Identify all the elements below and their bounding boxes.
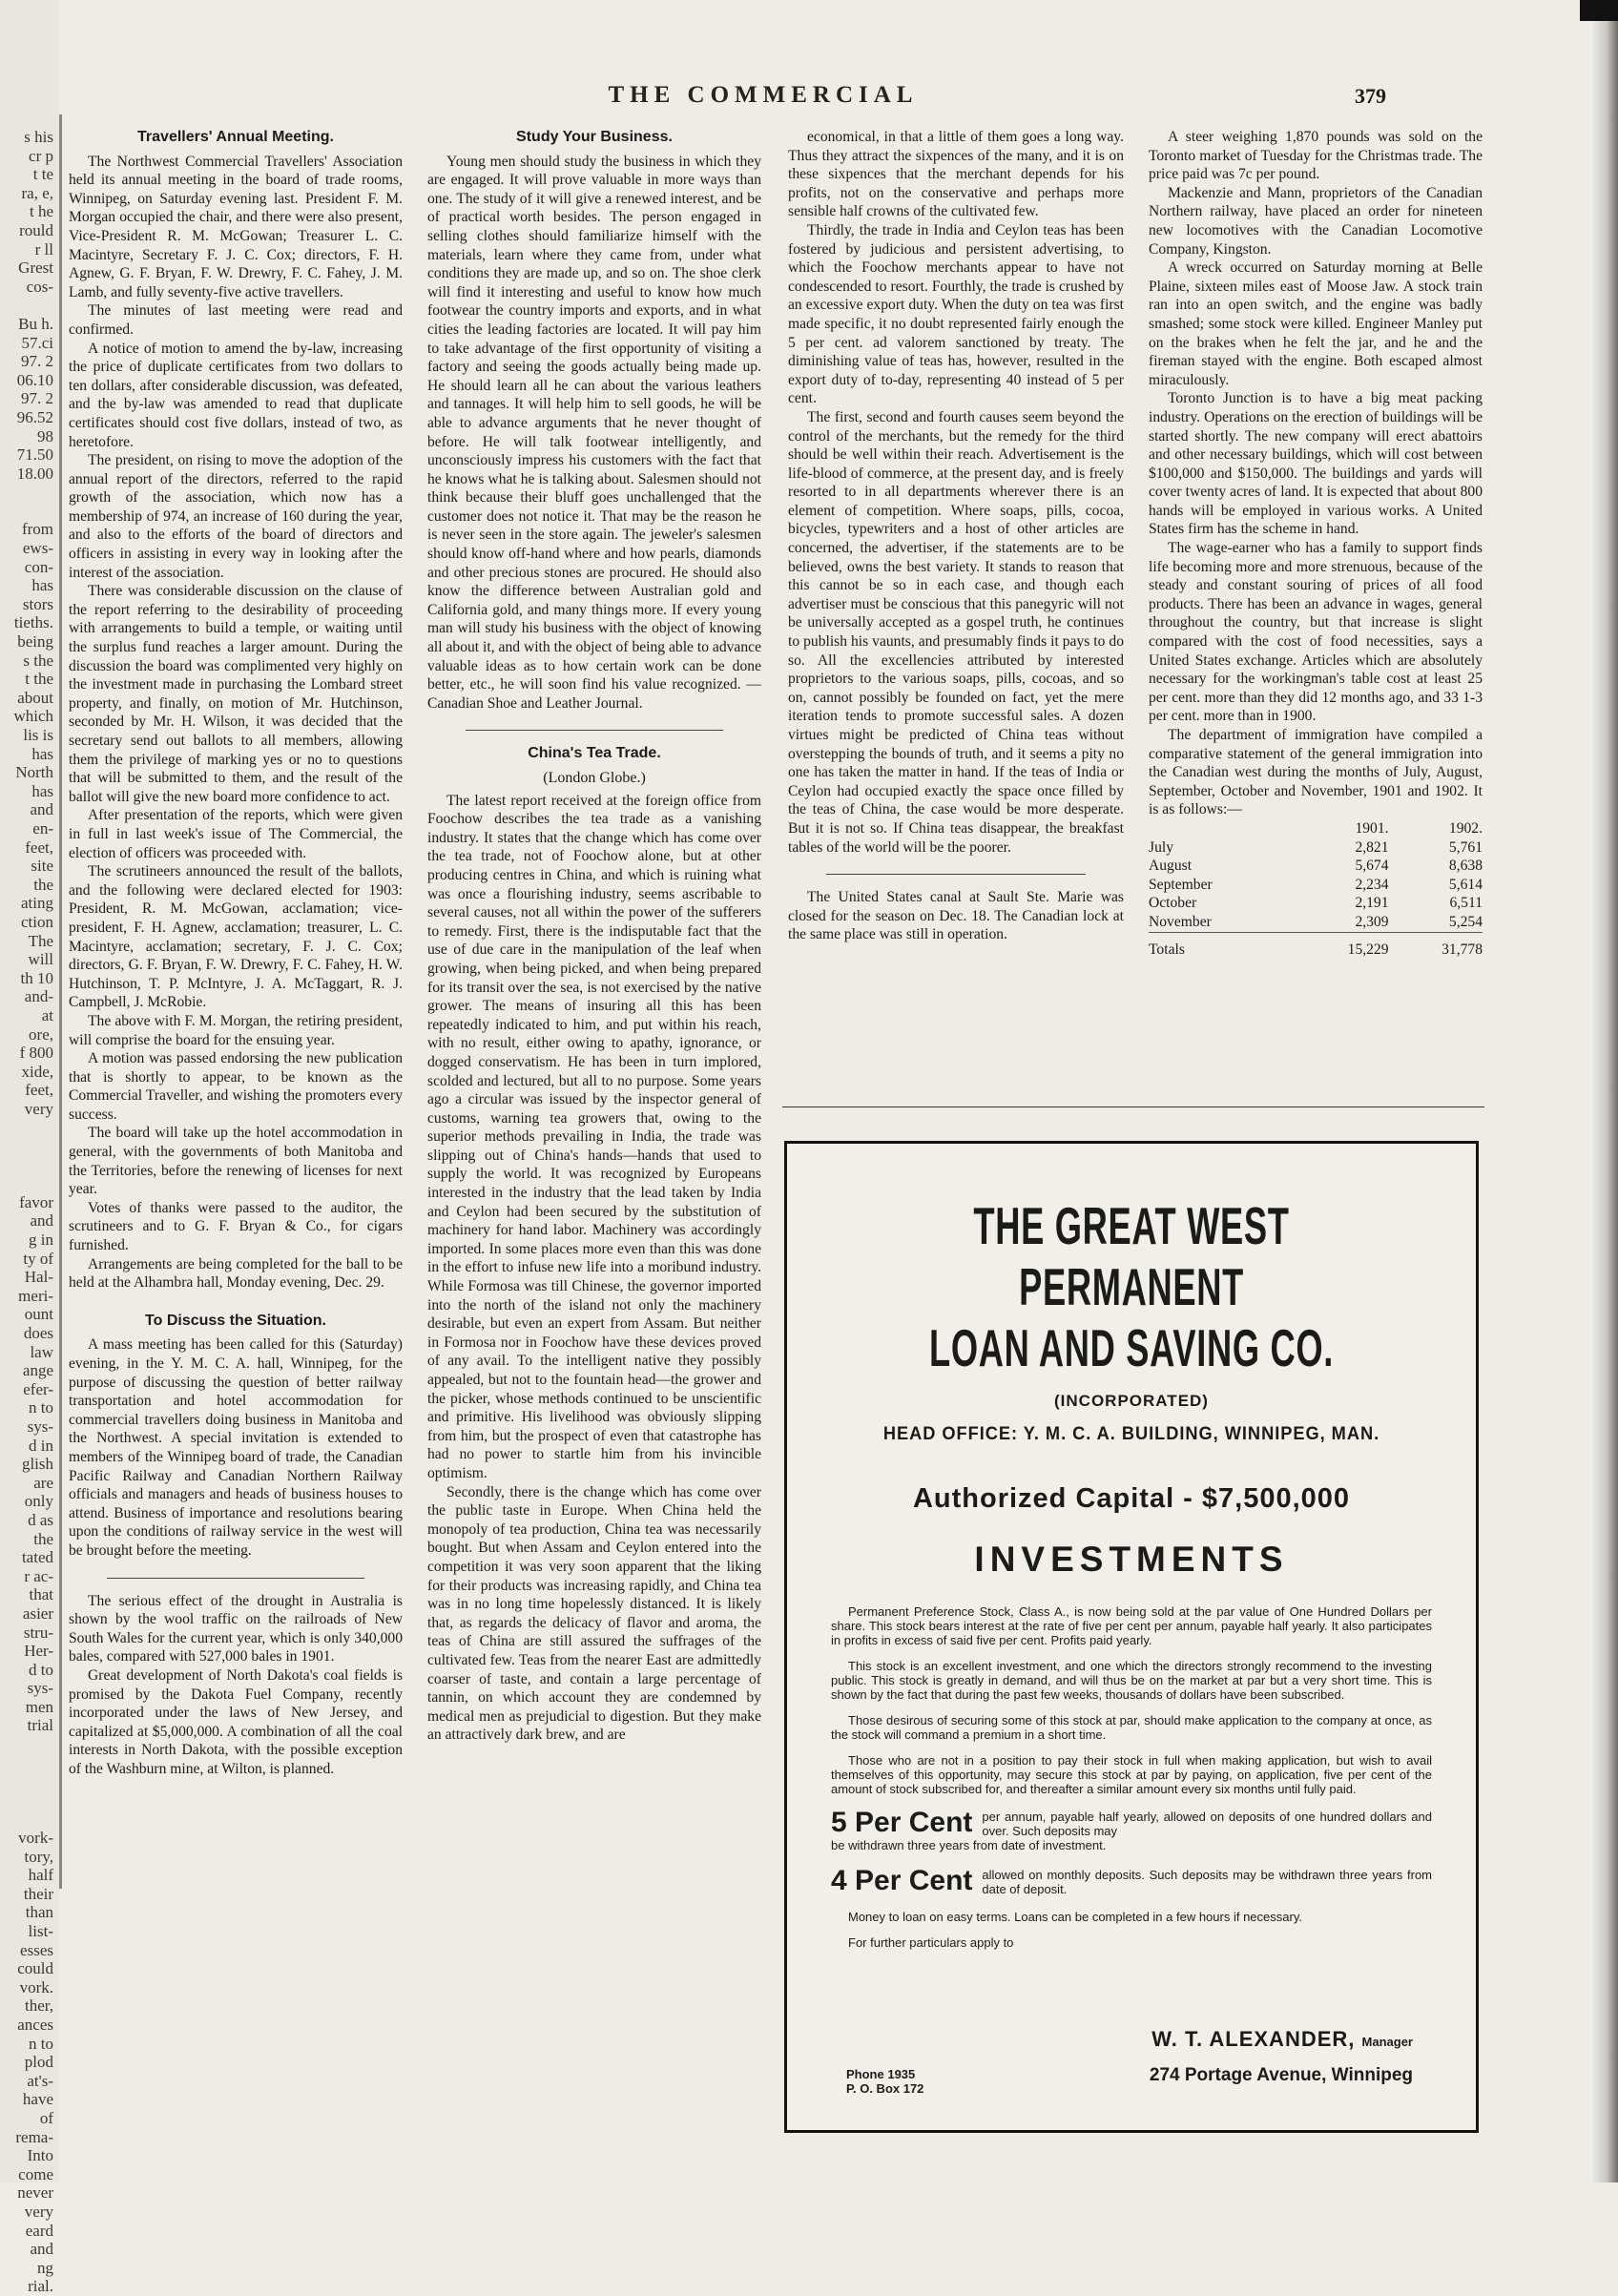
bleed-fragment: glish (21, 1455, 53, 1474)
bleed-fragment (0, 502, 59, 521)
table-cell: July (1149, 838, 1173, 856)
bleed-fragment: law (30, 1342, 53, 1361)
bleed-fragment: efer- (23, 1379, 53, 1398)
bleed-fragment: has (31, 576, 53, 595)
bleed-fragment: list- (28, 1922, 53, 1940)
table-cell: 6,511 (1449, 895, 1483, 912)
ad-title-line-2: LOAN AND SAVING CO. (929, 1318, 1334, 1377)
bleed-fragment: about (17, 688, 53, 707)
table-cell: 5,761 (1448, 838, 1483, 856)
bleed-fragment: only (24, 1492, 53, 1511)
bleed-fragment: are (33, 1473, 53, 1492)
bleed-fragment: lis is (23, 726, 53, 744)
bleed-fragment: does (23, 1324, 53, 1342)
ad-paragraph: This stock is an excellent investment, and one which the directors strongly recommend to the investing public. This stock is greatly in demand, and will thus be on the market at par but a very short time. This is shown by the fact that during the past few weeks, thousands of dollars have been subscribed. (831, 1659, 1432, 1702)
table-row (1149, 913, 1483, 932)
bleed-fragment: d in (29, 1436, 53, 1455)
bleed-fragment: cos- (26, 277, 53, 296)
bleed-fragment: d as (28, 1510, 53, 1529)
bleed-fragment: ction (21, 912, 53, 931)
bleed-fragment: the (33, 875, 53, 894)
paragraph: The wage-earner who has a family to support finds life becoming more and more strenuous, because of the steady and constant souring of prices of all food products. There has been an advance in wages, general throughout the country, but that increase is slight compared with the cost of food necessities, says a United States exchange. Articles which are absolutely necessary for the workingman's table cost at least 25 per cent. more than they did 12 months ago, and 33 1-3 per cent. more than in 1900. (1149, 540, 1483, 725)
bleed-fragment: rould (19, 220, 53, 239)
paragraph: The serious effect of the drought in Australia is shown by the wool traffic on the railroads of New South Wales for the current year, which is only 340,000 bales, compared with 527,000 bales in 1901. (69, 1592, 403, 1665)
bleed-fragment (0, 1810, 59, 1829)
bleed-fragment: g in (29, 1231, 53, 1250)
bleed-fragment: r ac- (24, 1566, 53, 1585)
divider (826, 874, 1086, 875)
bleed-fragment: plod (24, 2053, 53, 2072)
bleed-fragment: 06.10 (16, 370, 53, 389)
bleed-fragment: ra, e, (21, 183, 53, 202)
bleed-fragment: xide, (21, 1062, 53, 1081)
ad-phone-box (846, 2067, 923, 2096)
immigration-table (1149, 819, 1483, 959)
bleed-fragment: 18.00 (16, 464, 53, 483)
table-header-row (1149, 819, 1483, 838)
binding-edge (1589, 0, 1618, 2182)
bleed-fragment: sys- (27, 1417, 53, 1436)
bleed-fragment: eard (25, 2221, 53, 2240)
paragraph: Votes of thanks were passed to the auditor, the scrutineers and to G. F. Bryan & Co., for cigars furnished. (69, 1199, 403, 1254)
bleed-fragment: feet, (25, 838, 53, 857)
ad-head-office: HEAD OFFICE: Y. M. C. A. BUILDING, WINNIPEG, MAN. (882, 1424, 1380, 1444)
bleed-fragment: ating (21, 894, 53, 913)
bleed-fragment: rema- (15, 2127, 53, 2146)
ad-contact (831, 2027, 1432, 2094)
paragraph: There was considerable discussion on the clause of the report referring to the desirability of proceeding with arrangements to build a temple, or waiting until the surplus fund reaches a larger amount. During the discussion the board was complimented very highly on the investment made in purchasing the Lombard street property, and finally, on motion of Mr. Hutchinson, seconded by Mr. H. Wilson, it was decided that the secretary send out ballots to all members, allowing them the privilege of marking yes or no to questions that will be submitted to them, and the result of the ballot will give the new board more confidence to act. (69, 583, 403, 805)
ad-incorporated: (INCORPORATED) (1054, 1392, 1209, 1410)
spacer (69, 1293, 403, 1312)
bleed-fragment: and (30, 2240, 53, 2259)
bleed-fragment: half (28, 1866, 53, 1885)
phone-number: Phone 1935 (846, 2067, 916, 2081)
bleed-fragment: 71.50 (16, 445, 53, 465)
bleed-fragment: ances (17, 2015, 53, 2034)
bleed-fragment: being (17, 632, 53, 652)
bleed-fragment: 97. 2 (21, 389, 53, 408)
table-cell: Totals (1149, 932, 1295, 959)
bleed-fragment: rial. (28, 2277, 53, 2296)
table-cell: 15,229 (1295, 932, 1388, 959)
paragraph: A mass meeting has been called for this (Saturday) evening, in the Y. M. C. A. hall, Winnipeg, for the purpose of discussing the question of better railway transportation and hotel accommodation for commercial travellers doing business in Manitoba and the Northwest. A special invitation is extended to members of the Winnipeg board of trade, the Canadian Pacific Railway and Canadian Northern Railway officials and managers and heads of business houses to attend. Business of importance and resolutions bearing upon the conditions of railway service in the west will be brought before the meeting. (69, 1336, 403, 1559)
paragraph: The above with F. M. Morgan, the retiring president, will comprise the board for the ensuing year. (69, 1012, 403, 1048)
table-cell: 31,778 (1389, 932, 1483, 959)
bleed-fragment: d to (29, 1660, 53, 1679)
bleed-fragment: will (28, 950, 53, 969)
discuss-situation-heading: To Discuss the Situation. (145, 1312, 326, 1329)
bleed-fragment: tieths. (13, 613, 53, 632)
table-cell: 2,821 (1355, 838, 1389, 856)
bleed-fragment (0, 1118, 59, 1137)
paragraph: Young men should study the business in which they are engaged. It will prove valuable in more ways than one. The study of it will give a renewed interest, and be of practical worth besides. The person engaged in selling clothes should familiarize himself with the materials, learn where they came from, under what conditions they are made up, and so on. The shoe clerk will find it interesting and useful to know how much footwear the country imports and exports, and in what cities the leading factories are located. It will pay him to take advantage of the first opportunity of visiting a factory and seeing the goods actually being made up. He should learn all he can about the various leathers and tannages. It will help him to sell goods, he will be able to advance arguments that he never thought of before. He will talk footwear intelligently, and unconsciously impress his customers with the fact that he knows what he is talking about. Salesmen should not think because their bluff goes unchallenged that the customer does not notice it. That may be the reason he is never seen in the store again. The jeweler's salesmen should know off-hand where and how pearls, diamonds and other precious stones are procured. He should also know the difference between Australian gold and California gold, and many things more. If every young man will study his business with the object of knowing all about it, and with the object of being able to advance valuable ideas as to how certain work can be done better, etc., he will soon find his value recognized. —Canadian Shoe and Leather Journal. (427, 153, 761, 712)
bleed-fragment: have (22, 2090, 53, 2109)
paragraph: The latest report received at the foreign office from Foochow describes the tea trade as a vanishing industry. It states that the change which has come over the tea trade, not of Foochow alone, but at other producing centres in China, and which is ruining what was once a flourishing industry, seems ascribable to several causes, not all within the power of the sufferers to remedy. First, there is the indisputable fact that the use of due care in the manipulation of the leaf when growing, when being picked, and when being prepared for its transit over the sea, is not exercised by the native grower. The means of insuring all this has been repeatedly indicated to him, and put within his reach, with no result, either owing to apathy, ignorance, or dogged conservatism. He has been in turn implored, scolded and lectured, but all to no purpose. Some years ago a circular was issued by the inspector general of customs, warning tea growers that, owing to the superior methods prevailing in India, the trade was slipping out of China's hands—hands that used to supply the world. It was recognized by Europeans interested in the industry that the lead taken by India and Ceylon had been secured by the substitution of machinery for hand labor. Machinery was accordingly imported. In some places more even than this was done in the effort to infuse new life into a moribund industry. While Formosa was till Chinese, the governor imported into the north of the island not only the machinery desirable, but even an expert from Assam. But neither in Formosa nor in Foochow have these devices proved of any avail. To the intelligent native they possibly appealed, but not to the fountain head—the grower and the picker, whose methods continued to be unscientific and primitive. His livelihood was obviously slipping from him, but the prospect of even that catastrophe has had no power to startle him from his invincible optimism. (427, 792, 761, 1481)
bleed-fragment: at (41, 1005, 53, 1024)
bleed-fragment: esses (20, 1940, 53, 1959)
bleed-fragment (0, 1174, 59, 1193)
rate-4-label: 4 Per Cent (831, 1865, 973, 1896)
ad-title-line-1: THE GREAT WEST PERMANENT (973, 1196, 1290, 1316)
bleed-fragment: the (33, 1529, 53, 1548)
bleed-fragment: Bu h. (18, 314, 53, 333)
paragraph: The United States canal at Sault Ste. Marie was closed for the season on Dec. 18. The Canadian lock at the same place was still in operation. (788, 889, 1124, 943)
travellers-meeting-body (69, 153, 403, 1293)
table-row (1149, 857, 1483, 876)
bleed-fragment: favor (19, 1192, 53, 1211)
bleed-fragment: ount (24, 1305, 53, 1324)
bleed-fragment: than (25, 1903, 53, 1922)
bleed-fragment: their (23, 1884, 53, 1903)
bleed-fragment (0, 1735, 59, 1754)
bleed-fragment (0, 296, 59, 315)
table-cell: October (1149, 895, 1197, 912)
paragraph: Great development of North Dakota's coal fields is promised by the Dakota Fuel Company, recently incorporated under the laws of New Jersey, and capitalized at $5,000,000. A combination of all the coal interests in North Dakota, with the possible exception of the Washburn mine, at Wilton, is planned. (69, 1666, 403, 1777)
paragraph: Toronto Junction is to have a big meat packing industry. Operations on the erection of buildings will be started shortly. The new company will erect abattoirs and other necessary buildings, which will cost between $100,000 and $150,000. The buildings and yards will cover twenty acres of land. It is expected that about 800 hands will be employed in various works. A United States firm has the scheme in hand. (1149, 390, 1483, 538)
bleed-fragment: North (15, 763, 53, 782)
bleed-fragment: feet, (25, 1081, 53, 1100)
bleed-fragment: tated (21, 1548, 53, 1567)
china-tea-heading: China's Tea Trade. (528, 745, 661, 762)
bleed-fragment: 57.ci (21, 333, 53, 352)
table-row (1149, 876, 1483, 895)
bleed-fragment: Hal- (24, 1268, 53, 1287)
paragraph: The board will take up the hotel accommodation in general, with the governments of both Manitoba and the Territories, before the renewing of licenses for next year. (69, 1125, 403, 1198)
bleed-fragment: sys- (27, 1679, 53, 1698)
bleed-fragment: and- (24, 987, 53, 1006)
bleed-fragment: ore, (29, 1024, 53, 1044)
masthead-title: THE COMMERCIAL (608, 82, 919, 108)
ad-investments-heading: INVESTMENTS (974, 1540, 1289, 1579)
bleed-fragment: cr p (29, 146, 53, 165)
table-header-cell (1149, 819, 1295, 838)
ad-paragraph: Those who are not in a position to pay their stock in full when making application, but wish to avail themselves of this opportunity, may secure this stock at par by paying, on application, five per cent of the amount of stock subscribed for, and thereafter a similar amount every six months until fully paid. (831, 1753, 1432, 1796)
paragraph: Thirdly, the trade in India and Ceylon teas has been fostered by judicious and persistent advertising, to which the Foochow merchants appear to have not condescended to resort. Fourthly, the trade is crushed by an excessive export duty. When the duty on tea was first made specific, it no doubt represented fairly enough the 5 per cent. ad valorem sanctioned by treaty. The diminishing value of teas has, however, resulted in the export duty of to-day, representing 40 instead of 5 per cent. (788, 221, 1124, 407)
bleed-fragment: tory, (24, 1847, 53, 1866)
table-row (1149, 894, 1483, 913)
travellers-meeting-heading: Travellers' Annual Meeting. (137, 129, 334, 145)
china-tea-source: (London Globe.) (543, 770, 646, 786)
bleed-fragment: very (24, 2202, 53, 2221)
rate-5-percent (831, 1808, 1432, 1838)
page-number: 379 (1355, 84, 1386, 108)
table-cell: September (1149, 876, 1213, 893)
bleed-fragment: meri- (18, 1286, 53, 1305)
left-page-rule (59, 114, 62, 1889)
divider (466, 730, 723, 731)
bleed-fragment: site (31, 857, 53, 876)
ad-manager (1151, 2027, 1413, 2052)
great-west-advertisement (784, 1141, 1479, 2133)
bleed-fragment: th 10 (20, 968, 53, 987)
paragraph: The department of immigration have compiled a comparative statement of the general immigration into the Canadian west during the months of July, August, September, October and November, 1901 and 1902. It is as follows:— (1149, 727, 1483, 818)
bleed-fragment: ews- (22, 539, 53, 558)
manager-title: Manager (1361, 2035, 1413, 2049)
ad-authorized-capital: Authorized Capital - $7,500,000 (912, 1483, 1351, 1514)
paragraph: A motion was passed endorsing the new publication that is shortly to appear, to be known as the Commercial Traveller, and wishing the promoters every success. (69, 1050, 403, 1123)
ad-loan-text: Money to loan on easy terms. Loans can be completed in a few hours if necessary. (848, 1910, 1302, 1924)
bleed-fragment: Grest (18, 259, 53, 278)
paragraph: A wreck occurred on Saturday morning at Belle Plaine, sixteen miles east of Moose Jaw. A stock train ran into an open switch, and the engine was badly smashed; some stock were killed. Engineer Manley put on the brakes when he felt the jar, and he and the fireman stayed with the engine. Both escaped almost miraculously. (1149, 259, 1483, 388)
bleed-fragment: f 800 (19, 1044, 53, 1063)
paragraph: The first, second and fourth causes seem beyond the control of the merchants, but the remedy for the third should be well within their reach. Advertisement is the life-blood of commerce, at the present day, and is freely resorted to in all departments wherever there is an element of competition. Where soaps, pills, cocoa, bicycles, typewriters and a host of other articles are concerned, the advertiser, if the statements are to be believed, owns the best variety. It stands to reason that this cannot be so in each case, and though each advertiser must be conscious that this panegyric will not be universally accepted as a gospel truth, he continues to publish his vaunts, and presumably finds it pays to do so. All the excellencies attributed by interested proprietors to the various soaps, pills, cocoas, and so on, cannot possibly be founded on fact, yet the mere iteration tends to promote successful sales. A dozen virtues might be predicted of China teas without overstepping the bounds of truth, and it seems a pity no one has taken the matter in hand. If the teas of India or Ceylon had occupied exactly the space once filled by the teas of China, the case would be more desperate. But it is not so. If China teas disappear, the breakfast tables of the world will be the poorer. (788, 408, 1124, 856)
rate-5-text: per annum, payable half yearly, allowed on deposits of one hundred dollars and over. Such deposits may (982, 1810, 1432, 1838)
table-total-row (1149, 932, 1483, 959)
bleed-fragment: very (24, 1099, 53, 1118)
binding-corner (1580, 0, 1618, 21)
bleed-fragment: ng (37, 2258, 53, 2277)
table-cell: 5,674 (1355, 858, 1389, 875)
bleed-fragment: r ll (34, 239, 53, 259)
po-box: P. O. Box 172 (846, 2081, 924, 2096)
paragraph: economical, in that a little of them goes a long way. Thus they attract the sixpences of the many, and it is on these sixpences that the merchant depends for his profits, not on the conservative and perhaps more sensible half crowns of the cultivated few. (788, 129, 1124, 220)
ad-paragraph: Permanent Preference Stock, Class A., is now being sold at the par value of One Hundred Dollars per share. This stock bears interest at the rate of five per cent per annum, payable half yearly. It also participates in profits in excess of said five per cent. Profits paid yearly. (831, 1604, 1432, 1647)
bleed-fragment: which (13, 707, 53, 726)
paragraph: The scrutineers announced the result of the ballots, and the following were declared elected for 1903: President, R. M. McGowan, acclamation; vice-president, F. H. Agnew, acclamation; treasurer, L. C. Macintyre, acclamation; secretary, F. J. C. Cox; directors, G. F. Bryan, F. W. Drewry, F. C. Fahey, H. W. Hutchinson, T. P. McIntyre, J. A. McTaggart, R. J. Campbell, J. McRobie. (69, 863, 403, 1011)
bleed-fragment: never (17, 2183, 53, 2203)
bleed-fragment: con- (24, 557, 53, 576)
bleed-fragment: t he (29, 202, 53, 221)
bleed-fragment: Her- (24, 1642, 53, 1661)
paragraph: Secondly, there is the change which has come over the public taste in Europe. When China held the monopoly of tea production, China tea was necessarily bought. But when Assam and Ceylon entered into the competition it was very soon apparent that the liking for their products was increasing rapidly, and China tea was in no long time hopelessly distanced. It is likely that, as regards the delicacy of flavor and aroma, the teas of China are still assured the suffrages of the cultivated few. Teas from the nearer East are admittedly coarser of taste, and contain a large percentage of tannin, on which account they are condemned by medical men as prejudicial to digestion. But they make an attractively dark brew, and are (427, 1483, 761, 1744)
table-header-cell: 1901. (1355, 819, 1389, 837)
paragraph: A steer weighing 1,870 pounds was sold on the Toronto market of Tuesday for the Christmas trade. The price paid was 7c per pound. (1149, 129, 1483, 183)
paragraph: Mackenzie and Mann, proprietors of the Canadian Northern railway, have placed an order for nineteen new locomotives with the Canadian Locomotive Company, Kingston. (1149, 184, 1483, 258)
paragraph: The minutes of last meeting were read and confirmed. (69, 302, 403, 338)
paragraph: The Northwest Commercial Travellers' Association held its annual meeting in the board of trade rooms, Winnipeg, on Saturday evening last. President F. M. Morgan occupied the chair, and there were also present, Vice-President R. M. McGowan; Treasurer L. C. Macintyre, Secretary F. J. C. Cox; directors, F. H. Agnew, G. F. Bryan, F. W. Drewry, F. C. Fahey, J. M. Lamb, and fully seventy-five active travellers. (69, 153, 403, 300)
column-2 (427, 128, 761, 1745)
bleed-fragment: stors (22, 594, 53, 613)
bleed-fragment: 96.52 (16, 407, 53, 426)
table-cell: 5,614 (1448, 876, 1483, 893)
bleed-fragment: vork. (19, 1977, 53, 1996)
table-cell: 5,254 (1448, 913, 1483, 930)
table-cell: November (1149, 913, 1212, 930)
table-cell: 2,234 (1355, 876, 1389, 893)
paragraph: Arrangements are being completed for the ball to be held at the Alhambra hall, Monday evening, Dec. 29. (69, 1255, 403, 1292)
ad-apply-text: For further particulars apply to (848, 1935, 1014, 1950)
table-cell: 2,191 (1355, 895, 1389, 912)
table-row (1149, 838, 1483, 858)
ad-body (831, 1604, 1432, 1950)
column-4 (1149, 128, 1483, 959)
bleed-fragment (0, 483, 59, 502)
bleed-fragment: s the (23, 651, 53, 670)
bleed-fragment (0, 1772, 59, 1791)
bleed-fragment: could (17, 1959, 53, 1978)
rate-5-tail: be withdrawn three years from date of investment. (831, 1838, 1107, 1852)
paragraph: The president, on rising to move the adoption of the annual report of the directors, referred to the rapid growth of the association, which now has a membership of 974, an increase of 160 during the year, and also to the efforts of the board of directors and officers in assisting in every way in looking after the interest of the association. (69, 452, 403, 581)
bleed-fragment: stru- (23, 1623, 53, 1642)
bleed-fragment: and (30, 1211, 53, 1231)
bleed-fragment: ty of (23, 1249, 53, 1268)
study-business-heading: Study Your Business. (516, 129, 673, 145)
bleed-fragment: from (21, 520, 53, 539)
bleed-fragment: n to (29, 1398, 53, 1417)
bleed-fragment: and (30, 800, 53, 819)
ad-paragraph: Those desirous of securing some of this stock at par, should make application to the company at once, as the stock will command a premium in a short time. (831, 1713, 1432, 1742)
bleed-fragment: s his (24, 128, 53, 146)
bleed-fragment: men (25, 1697, 53, 1716)
ad-address: 274 Portage Avenue, Winnipeg (1149, 2065, 1413, 2085)
bleed-fragment: Into (27, 2146, 53, 2165)
bleed-fragment: ange (22, 1361, 53, 1380)
bleed-fragment: t te (32, 165, 53, 184)
paragraph: After presentation of the reports, which were given in full in last week's issue of The Commercial, the election of officers was proceeded with. (69, 807, 403, 861)
rate-5-label: 5 Per Cent (831, 1807, 973, 1838)
table-cell: 2,309 (1355, 913, 1389, 930)
rate-4-percent (831, 1866, 1432, 1896)
column-3 (788, 128, 1124, 944)
bleed-fragment (0, 1791, 59, 1810)
bleed-fragment: of (39, 2108, 53, 2127)
divider (107, 1578, 364, 1579)
bleed-fragment: come (18, 2164, 53, 2183)
manager-name: W. T. ALEXANDER, (1151, 2027, 1356, 2051)
bleed-fragment (0, 1156, 59, 1175)
bleed-fragment: 98 (37, 426, 53, 445)
bleed-fragment: n to (29, 2034, 53, 2053)
masthead (0, 82, 1618, 120)
bleed-fragment: asier (22, 1603, 53, 1623)
left-page-bleed (0, 0, 59, 2296)
bleed-fragment (0, 1754, 59, 1773)
table-cell: August (1149, 858, 1193, 875)
bleed-fragment: has (31, 781, 53, 800)
column-1 (69, 128, 403, 1778)
bleed-fragment: 97. 2 (21, 352, 53, 371)
table-header-cell: 1902. (1448, 819, 1483, 837)
table-cell: 8,638 (1448, 858, 1483, 875)
bleed-fragment: that (29, 1585, 53, 1604)
bleed-fragment: en- (32, 818, 53, 838)
rate-4-text: allowed on monthly deposits. Such deposits may be withdrawn three years from date of deposit. (982, 1868, 1432, 1896)
bleed-fragment: trial (27, 1716, 53, 1735)
paragraph: A notice of motion to amend the by-law, increasing the price of duplicate certificates from two dollars to ten dollars, after considerable discussion, was defeated, and the by-law was amended to read that duplicate certificates should cost five dollars, instead of two, as heretofore. (69, 340, 403, 450)
bleed-fragment: vork- (18, 1829, 53, 1848)
bleed-fragment (0, 1137, 59, 1156)
bleed-fragment: The (28, 931, 53, 950)
bleed-fragment: has (31, 744, 53, 763)
bleed-fragment: at's- (27, 2071, 53, 2090)
bleed-fragment: t the (25, 670, 53, 689)
bleed-fragment: ther, (25, 1996, 53, 2016)
